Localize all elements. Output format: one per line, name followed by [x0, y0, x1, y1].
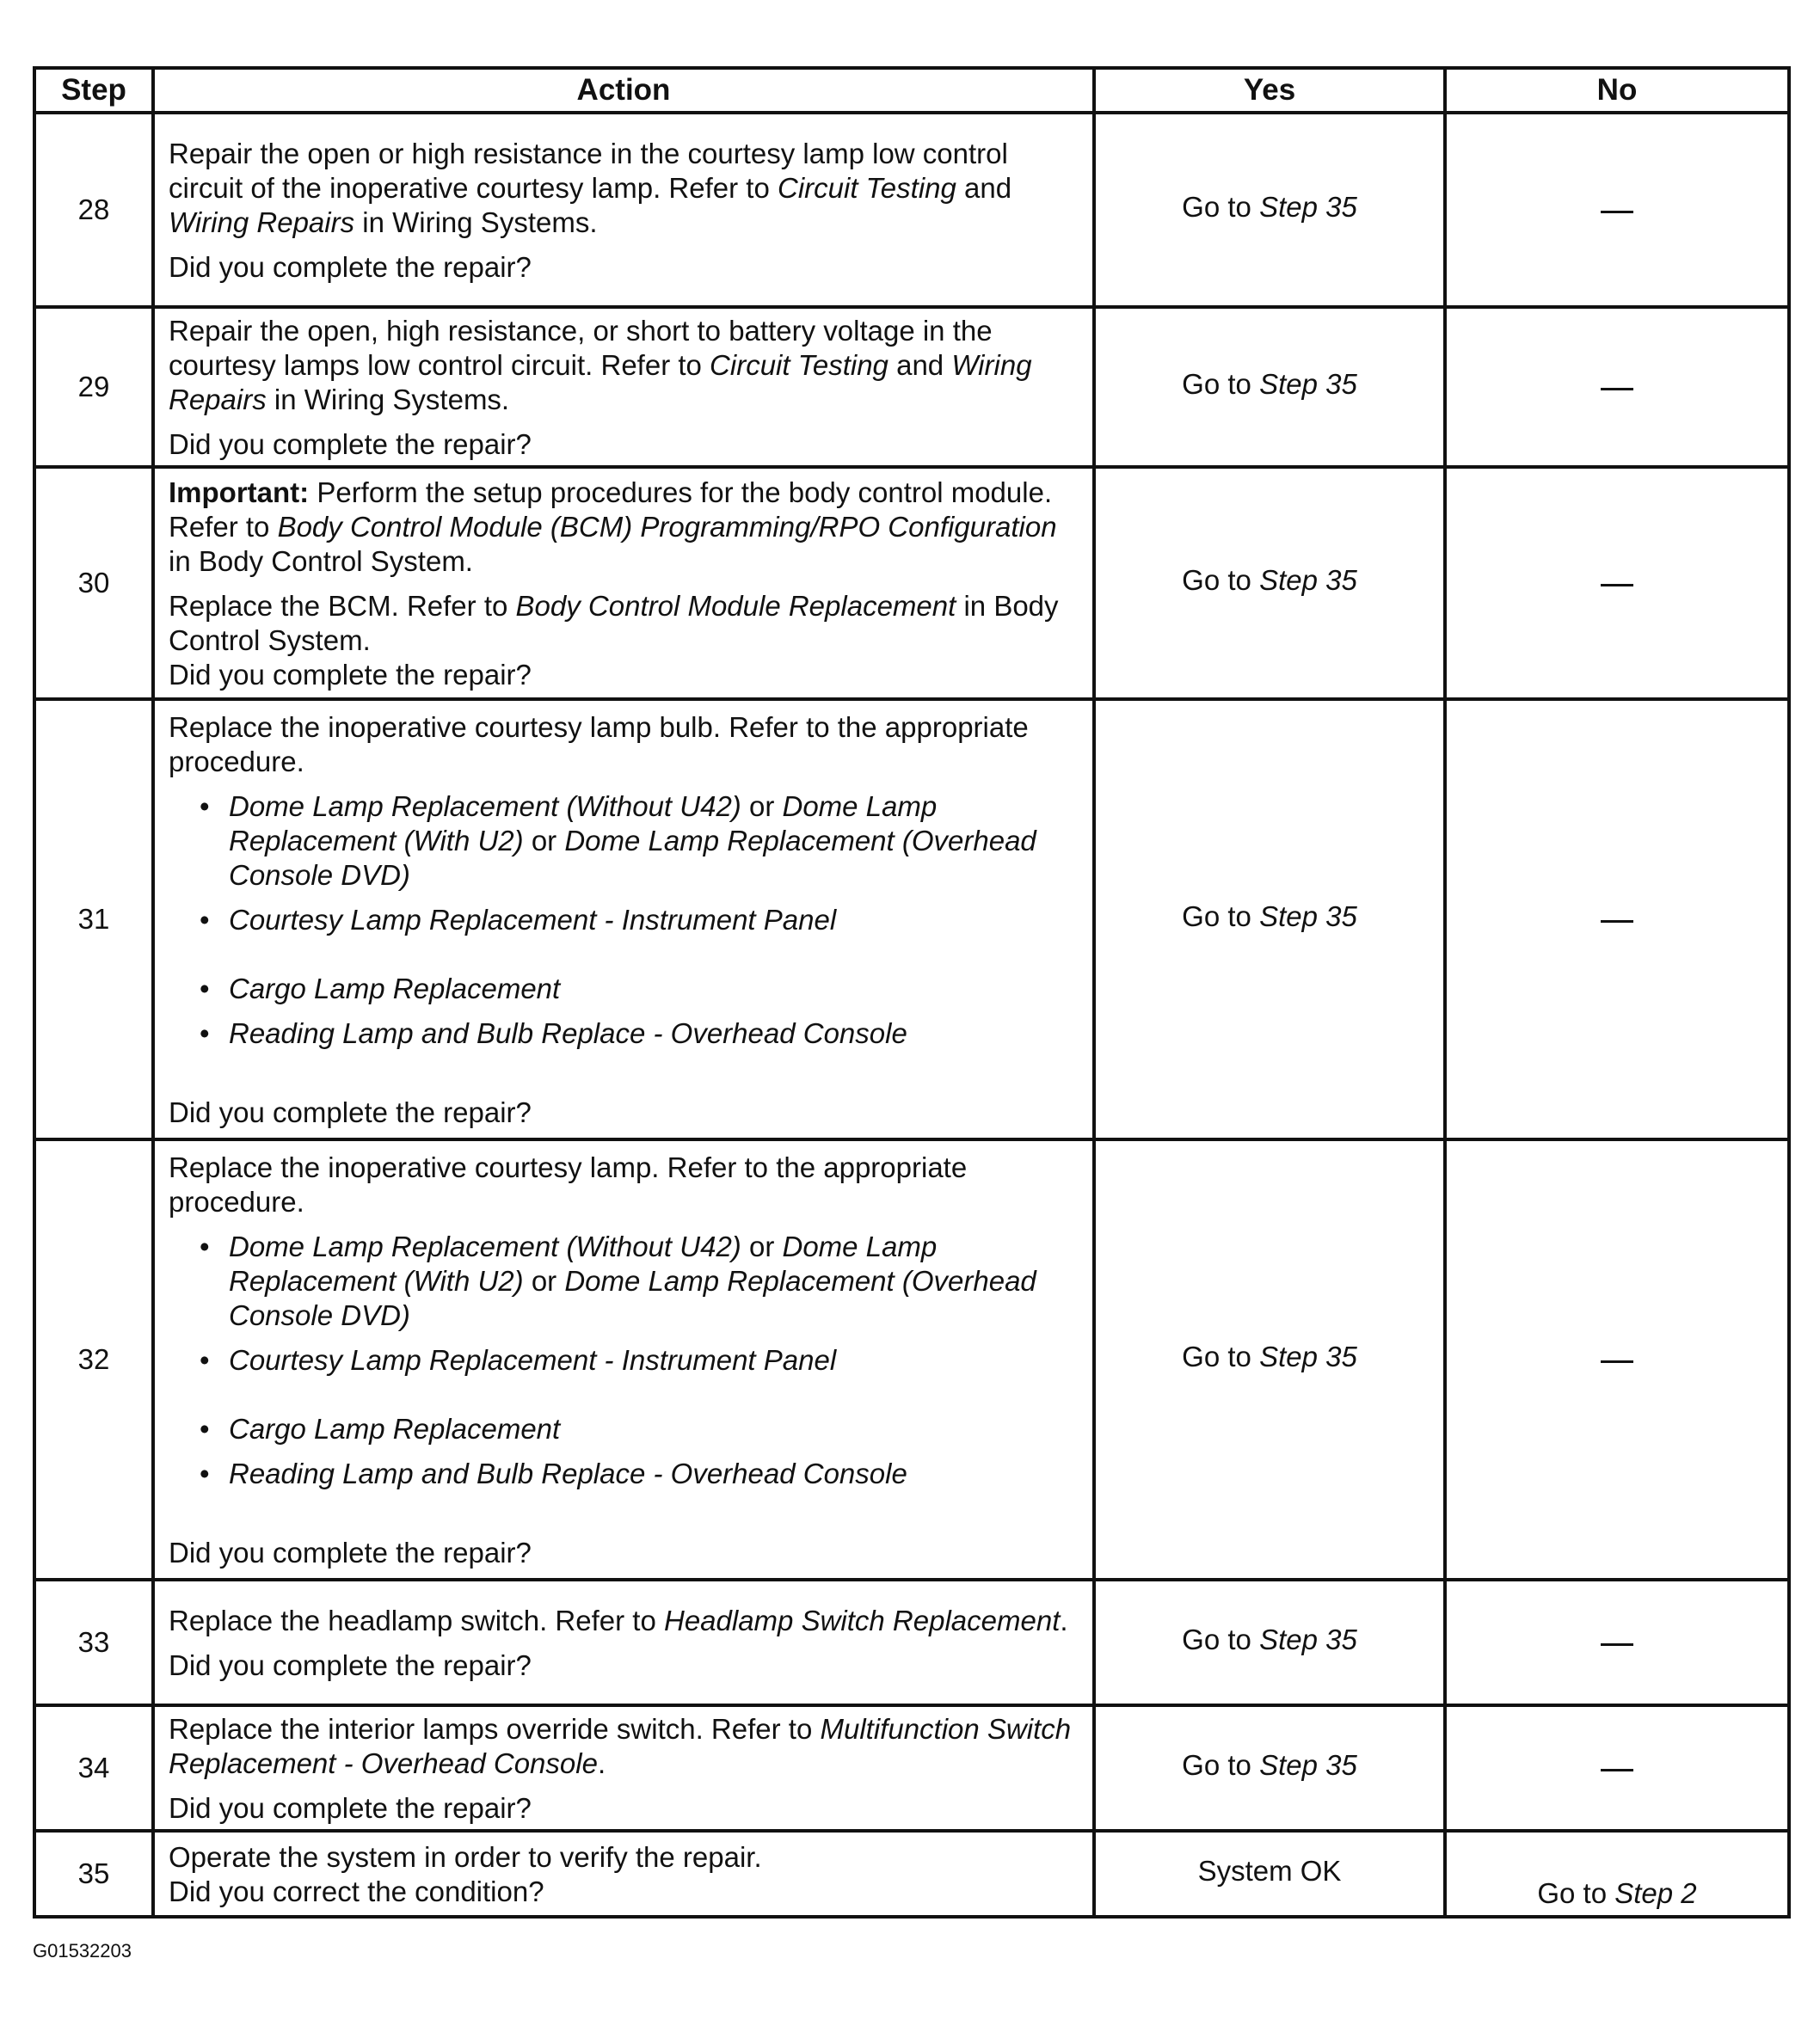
- list-item: • Cargo Lamp Replacement: [200, 1412, 1080, 1446]
- yes-cell: Go to Step 35: [1094, 1139, 1445, 1580]
- action-text: Replace the headlamp switch. Refer to Headlamp Switch Replacement.: [169, 1605, 1068, 1636]
- reference-link: Multifunction Switch Replacement - Overhead Console: [169, 1713, 1072, 1779]
- dash-mark: [1601, 388, 1633, 390]
- list-item: • Courtesy Lamp Replacement - Instrument Panel: [200, 1343, 1080, 1378]
- dash-mark: [1601, 584, 1633, 586]
- question-text: Did you complete the repair?: [169, 428, 532, 460]
- header-action: Action: [153, 68, 1094, 113]
- question-text: Did you complete the repair?: [169, 1096, 532, 1128]
- reference-link: Circuit Testing: [710, 349, 888, 381]
- list-item: • Reading Lamp and Bulb Replace - Overhead Console: [200, 1016, 1080, 1051]
- yes-cell: Go to Step 35: [1094, 113, 1445, 307]
- list-item: • Dome Lamp Replacement (Without U42) or Dome Lamp Replacement (With U2) or Dome Lamp Replacement (Overhead Console DVD): [200, 1230, 1080, 1333]
- no-cell: [1445, 1580, 1789, 1705]
- action-text: Replace the inoperative courtesy lamp bulb. Refer to the appropriate procedure.: [169, 711, 1029, 777]
- header-no: No: [1445, 68, 1789, 113]
- action-cell: [153, 1580, 1094, 1705]
- no-cell: [1445, 307, 1789, 467]
- procedure-list: [169, 789, 1080, 1051]
- action-cell: [153, 1831, 1094, 1917]
- no-cell: Go to Step 2: [1445, 1831, 1789, 1917]
- yes-cell: Go to Step 35: [1094, 699, 1445, 1139]
- no-cell: [1445, 1705, 1789, 1831]
- action-cell: [153, 467, 1094, 699]
- step-reference: Step 35: [1259, 1341, 1357, 1372]
- step-reference: Step 35: [1259, 564, 1357, 596]
- step-reference: Step 2: [1614, 1877, 1697, 1909]
- dash-mark: [1601, 1769, 1633, 1771]
- no-cell: [1445, 113, 1789, 307]
- dash-mark: [1601, 211, 1633, 213]
- diagnostic-steps-table: [33, 66, 1791, 1919]
- action-text: Repair the open or high resistance in the courtesy lamp low control circuit of the inoperative courtesy lamp. Refer to Circuit Testing and Wiring Repairs in Wiring Systems.: [169, 138, 1012, 238]
- dash-mark: [1601, 920, 1633, 923]
- no-cell: [1445, 467, 1789, 699]
- step-number: 30: [34, 467, 153, 699]
- step-number: 29: [34, 307, 153, 467]
- action-text: Repair the open, high resistance, or short to battery voltage in the courtesy lamps low control circuit. Refer to Circuit Testing and Wiring Repairs in Wiring Systems.: [169, 315, 1032, 415]
- reference-link: Body Control Module Replacement: [515, 590, 956, 622]
- question-text: Did you complete the repair?: [169, 251, 532, 283]
- step-reference: Step 35: [1259, 1624, 1357, 1655]
- reference-link: Wiring Repairs: [169, 206, 355, 238]
- step-reference: Step 35: [1259, 1749, 1357, 1781]
- step-number: 34: [34, 1705, 153, 1831]
- action-cell: [153, 1139, 1094, 1580]
- important-label: Important:: [169, 476, 310, 508]
- action-text: Operate the system in order to verify the repair.: [169, 1841, 762, 1873]
- table-row: [34, 113, 1789, 307]
- no-cell: [1445, 699, 1789, 1139]
- action-cell: [153, 307, 1094, 467]
- step-number: 32: [34, 1139, 153, 1580]
- list-item: • Courtesy Lamp Replacement - Instrument Panel: [200, 903, 1080, 937]
- header-step: Step: [34, 68, 153, 113]
- step-reference: Step 35: [1259, 368, 1357, 400]
- yes-cell: System OK: [1094, 1831, 1445, 1917]
- question-text: Did you complete the repair?: [169, 1537, 532, 1569]
- step-reference: Step 35: [1259, 900, 1357, 932]
- procedure-list: [169, 1230, 1080, 1491]
- action-text: Replace the inoperative courtesy lamp. Refer to the appropriate procedure.: [169, 1151, 968, 1218]
- yes-cell: Go to Step 35: [1094, 1705, 1445, 1831]
- header-row: [34, 68, 1789, 113]
- list-item: • Reading Lamp and Bulb Replace - Overhead Console: [200, 1457, 1080, 1491]
- action-text: Replace the BCM. Refer to Body Control Module Replacement in Body Control System.: [169, 590, 1059, 656]
- table-row: [34, 1580, 1789, 1705]
- no-cell: [1445, 1139, 1789, 1580]
- figure-id: G01532203: [33, 1940, 132, 1962]
- dash-mark: [1601, 1643, 1633, 1646]
- table-row: [34, 467, 1789, 699]
- step-number: 28: [34, 113, 153, 307]
- question-text: Did you complete the repair?: [169, 1649, 532, 1681]
- yes-cell: Go to Step 35: [1094, 467, 1445, 699]
- action-text: Replace the interior lamps override switch. Refer to Multifunction Switch Replacement - Overhead Console.: [169, 1713, 1072, 1779]
- question-text: Did you correct the condition?: [169, 1876, 544, 1907]
- step-number: 33: [34, 1580, 153, 1705]
- step-number: 31: [34, 699, 153, 1139]
- yes-cell: Go to Step 35: [1094, 1580, 1445, 1705]
- table-row: [34, 1139, 1789, 1580]
- reference-link: Wiring Repairs: [169, 349, 1032, 415]
- important-note: Important: Perform the setup procedures for the body control module. Refer to Body Control Module (BCM) Programming/RPO Configuration in Body Control System.: [169, 476, 1057, 577]
- action-cell: [153, 113, 1094, 307]
- list-item: • Dome Lamp Replacement (Without U42) or Dome Lamp Replacement (With U2) or Dome Lamp Replacement (Overhead Console DVD): [200, 789, 1080, 893]
- reference-link: Headlamp Switch Replacement: [663, 1605, 1061, 1636]
- reference-link: Circuit Testing: [778, 172, 956, 204]
- dash-mark: [1601, 1360, 1633, 1363]
- step-reference: Step 35: [1259, 191, 1357, 223]
- list-item: • Cargo Lamp Replacement: [200, 972, 1080, 1006]
- table-row: [34, 1831, 1789, 1917]
- table-row: [34, 1705, 1789, 1831]
- table-row: [34, 307, 1789, 467]
- yes-cell: Go to Step 35: [1094, 307, 1445, 467]
- action-cell: [153, 1705, 1094, 1831]
- action-cell: [153, 699, 1094, 1139]
- question-text: Did you complete the repair?: [169, 1792, 532, 1824]
- table-row: [34, 699, 1789, 1139]
- header-yes: Yes: [1094, 68, 1445, 113]
- question-text: Did you complete the repair?: [169, 659, 532, 691]
- reference-link: Body Control Module (BCM) Programming/RPO Configuration: [277, 511, 1057, 543]
- step-number: 35: [34, 1831, 153, 1917]
